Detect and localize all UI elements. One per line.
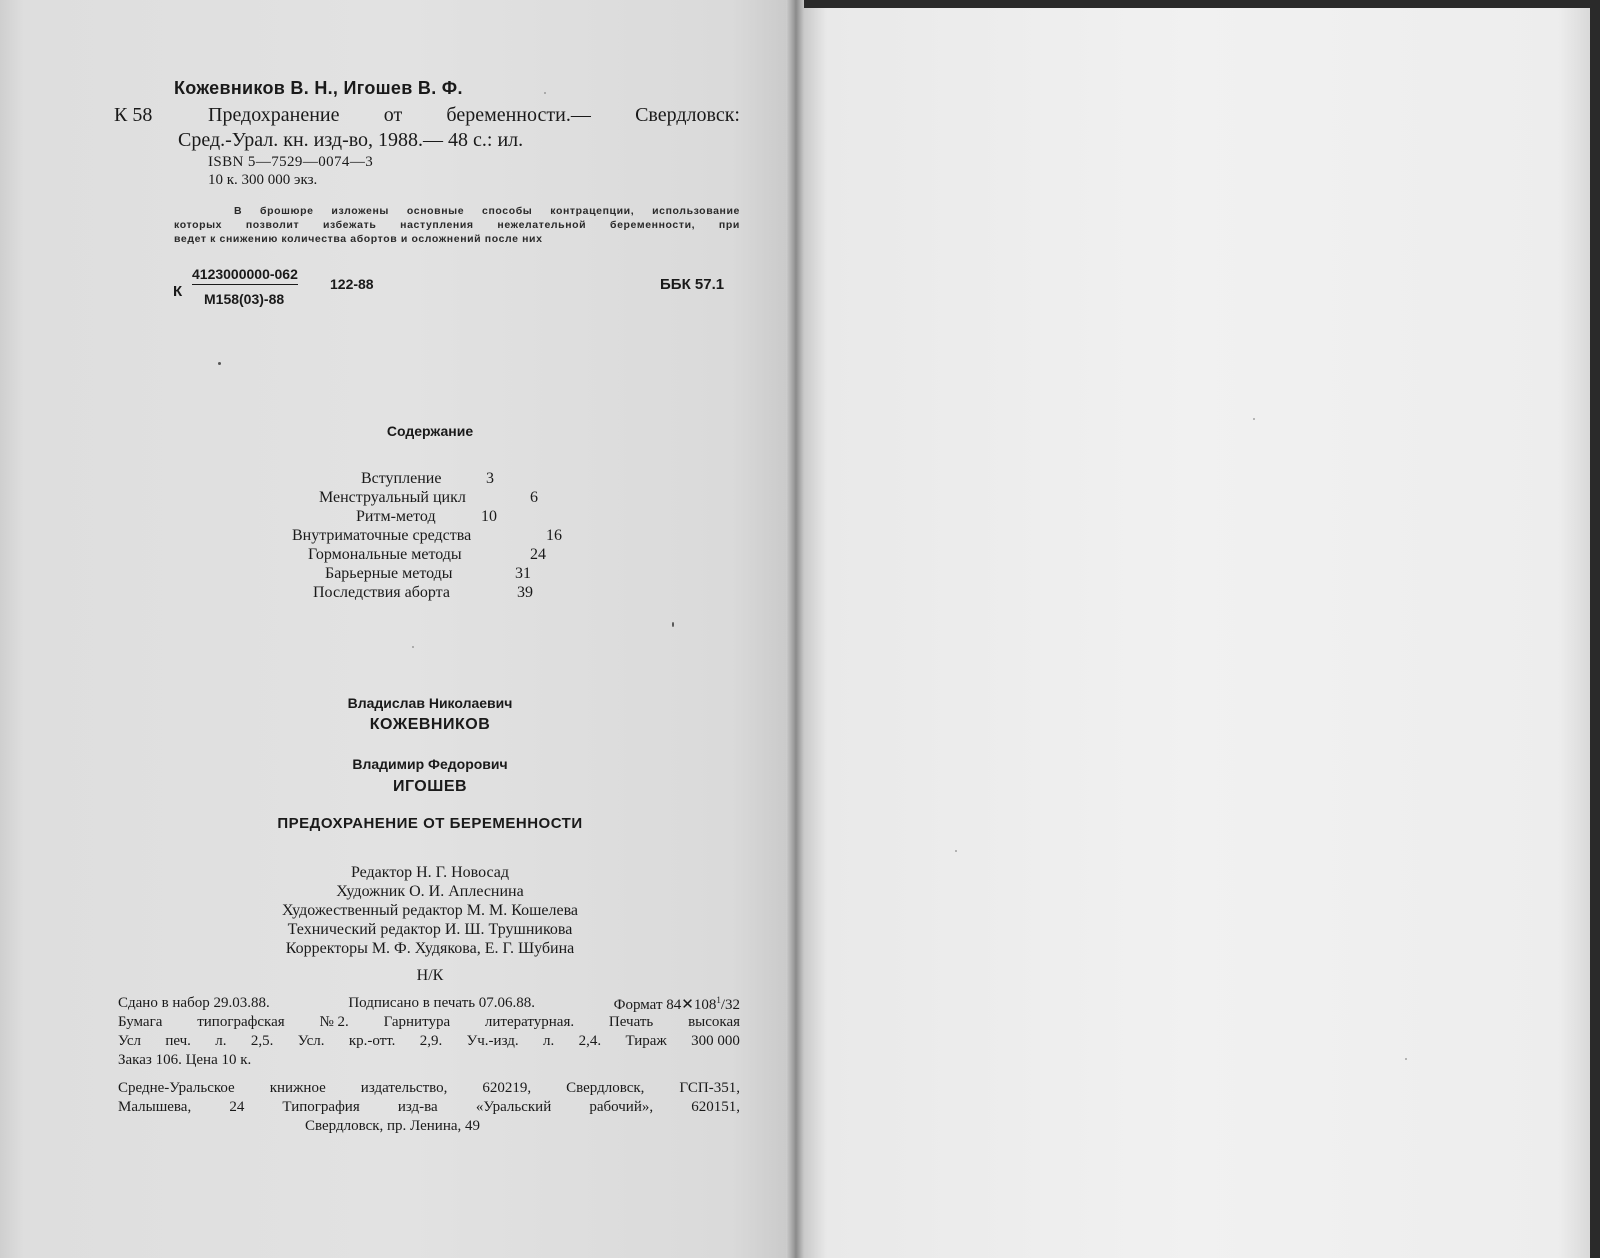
annotation-word: нежелательной — [497, 219, 587, 231]
annotation-word: при — [718, 219, 740, 231]
imprint-word: рабочий», — [589, 1099, 654, 1115]
imprint-part: /32 — [720, 997, 740, 1013]
imprint-word: типографская — [197, 1014, 285, 1030]
isbn: ISBN 5—7529—0074—3 — [208, 154, 374, 170]
imprint-word: 300 000 — [691, 1033, 740, 1049]
annotation-line-1 — [234, 205, 740, 217]
title-word: Свердловск: — [635, 104, 740, 126]
imprint-word: л. — [215, 1033, 227, 1049]
print-speck — [672, 622, 674, 627]
author1-name: Владислав Николаевич — [347, 695, 513, 711]
toc-page: 31 — [515, 565, 531, 582]
imprint-line-2 — [118, 1014, 740, 1031]
imprint-word: Средне-Уральское — [118, 1080, 235, 1096]
toc-item — [356, 508, 436, 526]
imprint-word: 24 — [229, 1099, 245, 1115]
imprint-word: Усл — [118, 1033, 141, 1049]
title-line-1 — [208, 104, 740, 127]
imprint-word: л. — [542, 1033, 555, 1049]
imprint-word: Типография — [282, 1099, 360, 1115]
toc-label: Барьерные методы — [325, 565, 453, 582]
right-page-blank — [795, 8, 1590, 1258]
print-speck — [218, 362, 221, 365]
imprint-word: 620219, — [482, 1080, 532, 1096]
imprint-word: 620151, — [691, 1099, 740, 1115]
imprint-word: ГСП-351, — [679, 1080, 740, 1096]
imprint-word: изд-ва — [397, 1099, 438, 1115]
annotation-word: использование — [652, 205, 740, 217]
imprint-line-3 — [118, 1033, 740, 1050]
imprint-word: Печать — [608, 1014, 654, 1030]
imprint-word: Усл. — [297, 1033, 325, 1049]
author2-name: Владимир Федорович — [352, 756, 508, 772]
annotation-word: основные — [406, 205, 465, 217]
print-speck — [1405, 1058, 1407, 1060]
annotation-word: брошюре — [260, 205, 314, 217]
print-speck — [1253, 418, 1255, 420]
imprint-word: 2,4. — [578, 1033, 602, 1049]
imprint-line-4: Заказ 106. Цена 10 к. — [118, 1052, 252, 1068]
annotation-word: беременности, — [610, 219, 696, 231]
imprint-word: литературная. — [484, 1014, 575, 1030]
hk-mark: Н/К — [416, 967, 444, 984]
book-gutter — [786, 0, 804, 1258]
toc-item — [319, 489, 466, 507]
imprint-word: Свердловск, — [566, 1080, 645, 1096]
imprint-word: Малышева, — [118, 1099, 192, 1115]
authors-line: Кожевников В. Н., Игошев В. Ф. — [174, 78, 463, 98]
toc-page: 16 — [546, 527, 562, 544]
author2-surname: ИГОШЕВ — [392, 778, 468, 795]
classification-tail: 122-88 — [330, 276, 374, 292]
title-line-2: Сред.-Урал. кн. изд-во, 1988.— 48 с.: ил. — [178, 129, 524, 151]
imprint-word: высокая — [688, 1014, 740, 1030]
annotation-word: наступления — [400, 219, 474, 231]
imprint-line-6 — [118, 1099, 740, 1116]
imprint-line-7: Свердловск, пр. Ленина, 49 — [305, 1118, 481, 1134]
toc-label: Ритм-метод — [356, 508, 436, 525]
annotation-word: способы — [482, 205, 533, 217]
annotation-line-3: ведет к снижению количества абортов и осложнений после них — [174, 233, 543, 245]
toc-item — [292, 527, 471, 545]
class-code: К 58 — [114, 104, 153, 126]
imprint-word: 2,9. — [419, 1033, 443, 1049]
credit-line: Технический редактор И. Ш. Трушникова — [287, 921, 573, 938]
toc-page: 3 — [486, 470, 494, 487]
annotation-word: позволит — [245, 219, 300, 231]
book-title: ПРЕДОХРАНЕНИЕ ОТ БЕРЕМЕННОСТИ — [277, 815, 583, 832]
imprint-word: Бумага — [118, 1014, 163, 1030]
imprint-part: Формат 84✕108 — [613, 997, 717, 1013]
toc-label: Внутриматочные средства — [292, 527, 472, 544]
imprint-word: издательство, — [360, 1080, 448, 1096]
toc-item — [308, 546, 462, 564]
credit-line: Корректоры М. Ф. Худякова, Е. Г. Шубина — [285, 940, 575, 957]
imprint-word: печ. — [165, 1033, 191, 1049]
imprint-word: кр.-отт. — [348, 1033, 396, 1049]
credit-line: Редактор Н. Г. Новосад — [350, 864, 510, 881]
imprint-part: Сдано в набор 29.03.88. — [118, 995, 270, 1011]
toc-label: Последствия аборта — [313, 584, 450, 601]
print-speck — [955, 850, 957, 852]
imprint-sup: 1 — [716, 995, 721, 1005]
imprint-format — [614, 995, 740, 1014]
annotation-word: которых — [174, 219, 223, 231]
imprint-word: 2,5. — [250, 1033, 274, 1049]
left-page — [0, 0, 795, 1258]
toc-item — [361, 470, 441, 488]
credit-line: Художник О. И. Аплеснина — [336, 883, 524, 900]
classification-numerator: 4123000000-062 — [192, 266, 298, 285]
title-word: беременности.— — [446, 104, 591, 126]
toc-page: 39 — [517, 584, 533, 601]
imprint-word: «Уральский — [475, 1099, 552, 1115]
imprint-line-1 — [118, 995, 740, 1014]
toc-label: Менструальный цикл — [319, 489, 466, 506]
toc-label: Гормональные методы — [308, 546, 462, 563]
title-word: от — [383, 104, 403, 126]
annotation-word: В — [234, 205, 243, 217]
print-speck — [544, 92, 546, 94]
toc-page: 24 — [530, 546, 546, 563]
annotation-line-2 — [174, 219, 740, 231]
title-word: Предохранение — [208, 104, 340, 126]
contents-title: Содержание — [386, 423, 474, 439]
annotation-word: избежать — [322, 219, 377, 231]
price-run: 10 к. 300 000 экз. — [208, 172, 318, 188]
bbk-code: ББК 57.1 — [660, 276, 725, 293]
toc-item — [325, 565, 453, 583]
print-speck — [412, 646, 414, 648]
credit-line: Художественный редактор М. М. Кошелева — [281, 902, 579, 919]
classification-k: К — [173, 283, 183, 300]
imprint-line-5 — [118, 1080, 740, 1097]
toc-page: 10 — [481, 508, 497, 525]
author1-surname: КОЖЕВНИКОВ — [369, 716, 491, 733]
toc-label: Вступление — [361, 470, 442, 487]
annotation-word: контрацепции, — [550, 205, 635, 217]
imprint-word: Уч.-изд. — [466, 1033, 519, 1049]
annotation-word: изложены — [331, 205, 390, 217]
toc-item — [313, 584, 450, 602]
imprint-word: Гарнитура — [383, 1014, 451, 1030]
classification-denominator: М158(03)-88 — [204, 291, 285, 307]
imprint-word: книжное — [269, 1080, 326, 1096]
imprint-word: Тираж — [625, 1033, 667, 1049]
toc-page: 6 — [530, 489, 538, 506]
imprint-word: № 2. — [319, 1014, 349, 1030]
imprint-part: Подписано в печать 07.06.88. — [348, 995, 536, 1011]
